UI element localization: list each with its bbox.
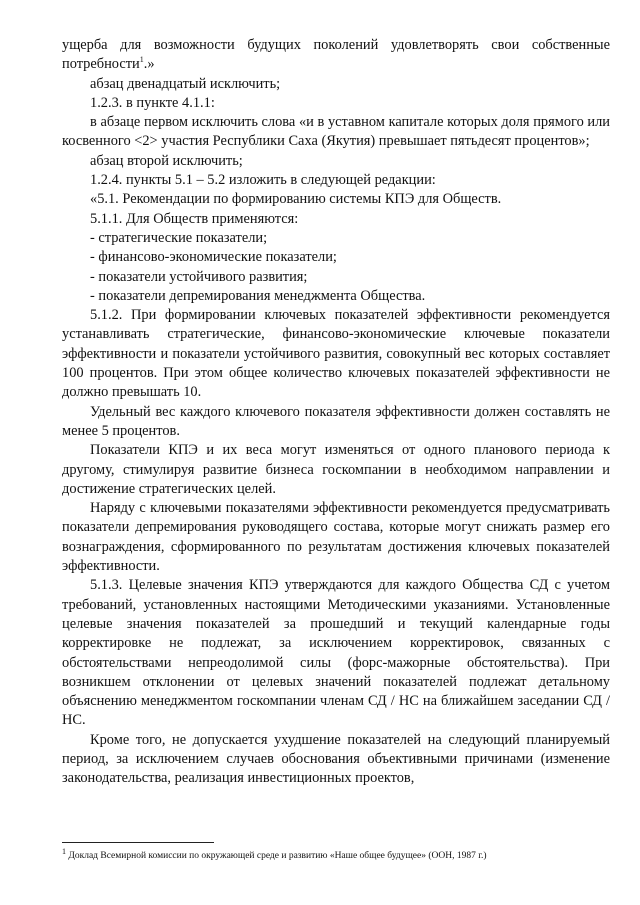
paragraph: абзац двенадцатый исключить; bbox=[90, 75, 281, 92]
paragraph: Удельный вес каждого ключевого показателя эффективности должен составлять не менее 5 процентов. bbox=[62, 403, 610, 439]
paragraph: Наряду с ключевыми показателями эффективности рекомендуется предусматривать показатели депремирования руководящего состава, которые могут снижать размер его вознаграждения, сформированного по результатам достижения ключевых показателей эффективности. bbox=[62, 500, 610, 575]
list-item: - стратегические показатели; bbox=[90, 229, 268, 246]
list-item: - финансово-экономические показатели; bbox=[90, 249, 337, 266]
list-item: - показатели депремирования менеджмента Общества. bbox=[90, 287, 426, 304]
footnote-reference[interactable]: 1 bbox=[139, 55, 144, 65]
paragraph: 5.1.3. Целевые значения КПЭ утверждаются для каждого Общества СД с учетом требований, установленных настоящими Методическими указаниями. Установленные целевые значения показателей за прошедший и текущий календарные годы корректировке не подлежат, за исключением корректировок, связанных с обстоятельствами непреодолимой силы (форс-мажорные обстоятельства). При возникшем отклонении от целевых значений показателей подлежат детальному объяснению менеджментом госкомпании членам СД / НС на ближайшем заседании СД / НС. bbox=[62, 577, 610, 729]
paragraph: абзац второй исключить; bbox=[90, 152, 243, 169]
paragraph: Кроме того, не допускается ухудшение показателей на следующий планируемый период, за исключением случаев обоснования объективными причинами (изменение законодательства, реализация инвестиционных проектов, bbox=[62, 731, 610, 787]
footnote bbox=[62, 846, 610, 862]
paragraph: 1.2.3. в пункте 4.1.1: bbox=[90, 94, 215, 111]
document-body bbox=[62, 36, 610, 789]
paragraph: в абзаце первом исключить слова «и в уставном капитале которых доля прямого или косвенного <2> участия Республики Саха (Якутия) превышает пятьдесят процентов»; bbox=[62, 114, 610, 150]
paragraph: Показатели КПЭ и их веса могут изменяться от одного планового периода к другому, стимулируя развитие бизнеса госкомпании в необходимом направлении и достижение стратегических целей. bbox=[62, 442, 610, 497]
paragraph-continuation bbox=[62, 36, 610, 75]
section-heading: «5.1. Рекомендации по формированию системы КПЭ для Обществ. bbox=[90, 191, 502, 208]
list-item: - показатели устойчивого развития; bbox=[90, 268, 308, 285]
paragraph: 5.1.2. При формировании ключевых показателей эффективности рекомендуется устанавливать стратегические, финансово-экономические ключевые показатели эффективности и показатели устойчивого развития, совокупный вес которых составляет 100 процентов. При этом общее количество ключевых показателей эффективности не должно превышать 10. bbox=[62, 307, 610, 401]
paragraph: 5.1.1. Для Обществ применяются: bbox=[90, 210, 299, 227]
footnote-divider bbox=[62, 842, 214, 843]
paragraph-text-end: .» bbox=[143, 56, 155, 73]
footnote-marker: 1 bbox=[62, 846, 66, 856]
paragraph: 1.2.4. пункты 5.1 – 5.2 изложить в следующей редакции: bbox=[90, 172, 436, 189]
footnote-text: Доклад Всемирной комиссии по окружающей среде и развитию «Наше общее будущее» (ООН, 1987 г.) bbox=[66, 851, 487, 861]
paragraph-text: ущерба для возможности будущих поколений удовлетворять свои собственные потребности bbox=[62, 37, 610, 73]
